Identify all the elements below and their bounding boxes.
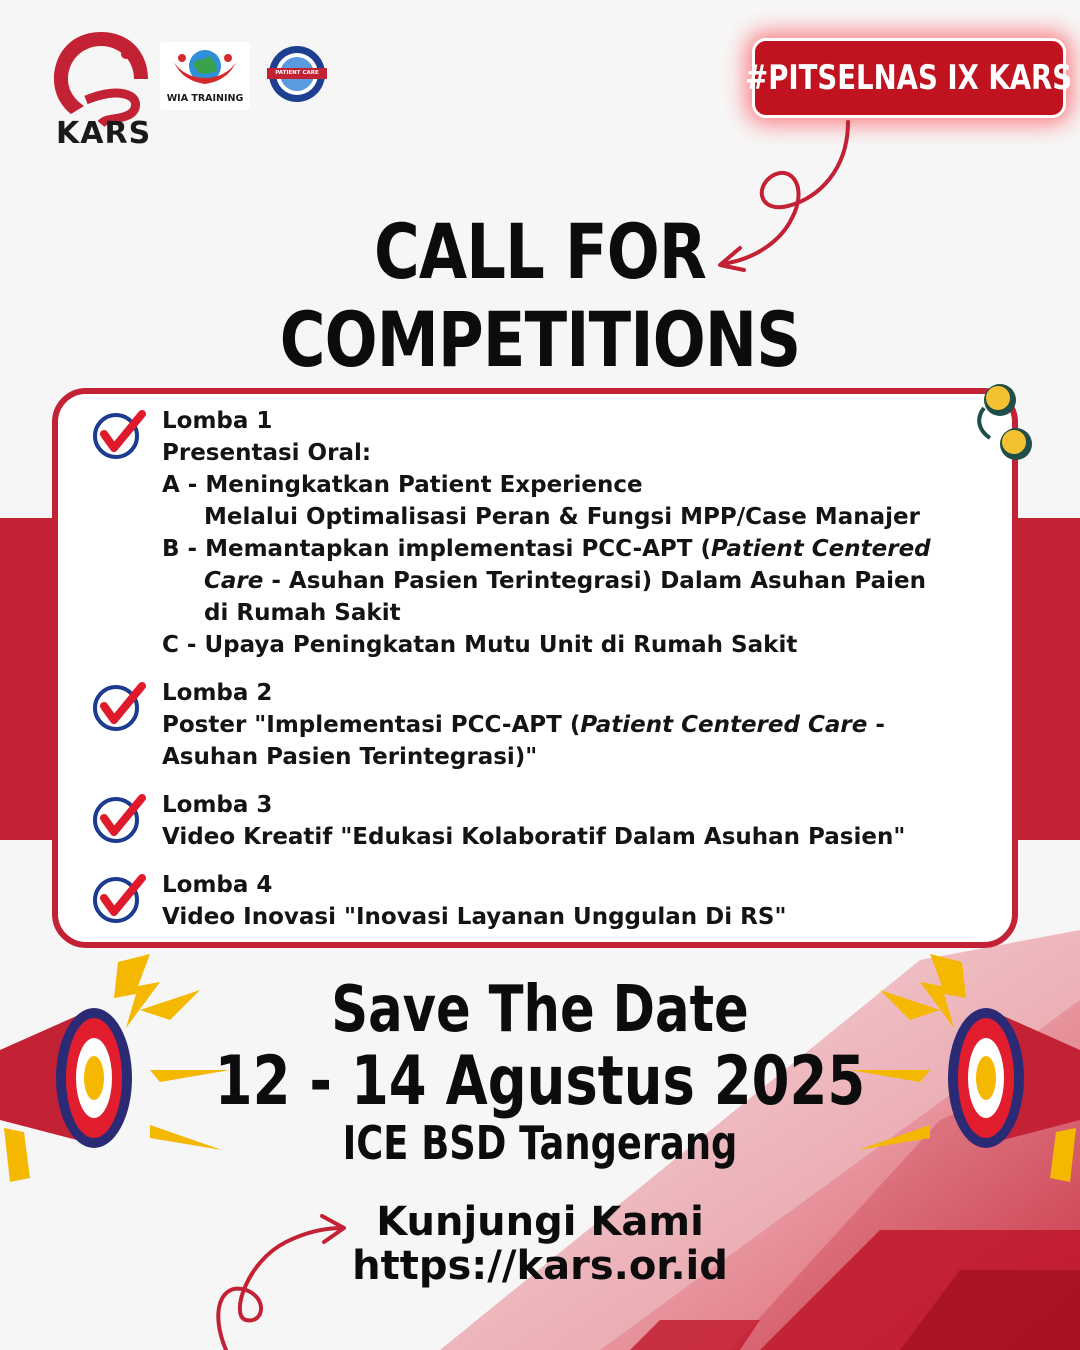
lomba-1-b-line-2 (162, 565, 931, 597)
event-venue: ICE BSD Tangerang (342, 1116, 738, 1170)
lomba-2-suffix: - (867, 712, 885, 738)
lomba-3-block (162, 789, 905, 853)
check-icon (92, 870, 150, 928)
lomba-1-b-line-1 (162, 533, 931, 565)
lomba-2-prefix: Poster "Implementasi PCC-APT ( (162, 712, 581, 738)
lomba-1-block (162, 405, 931, 661)
lomba-2-title: Lomba 2 (162, 680, 273, 706)
title-line-1: CALL FOR (373, 207, 707, 296)
lomba-3-title: Lomba 3 (162, 792, 273, 818)
lomba-1-title: Lomba 1 (162, 408, 273, 434)
lomba-1-subtitle: Presentasi Oral: (162, 440, 372, 466)
check-icon (92, 678, 150, 736)
hashtag-text: #PITSELNAS IX KARS (745, 58, 1073, 98)
lomba-1-b-prefix: B - Memantapkan implementasi PCC-APT ( (162, 536, 712, 562)
patient-care-logo (263, 44, 333, 106)
lomba-1-c-line: C - Upaya Peningkatan Mutu Unit di Rumah Sakit (162, 632, 798, 658)
wia-training-logo (160, 42, 250, 110)
save-the-date: Save The Date (331, 973, 749, 1047)
lomba-3-line-1: Video Kreatif "Edukasi Kolaboratif Dalam Asuhan Pasien" (162, 824, 906, 850)
lomba-2-italic: Patient Centered Care (580, 712, 868, 738)
lomba-2-line-2: Asuhan Pasien Terintegrasi)" (162, 744, 538, 770)
visit-url[interactable]: https://kars.or.id (352, 1243, 728, 1289)
lomba-2-line-1 (162, 709, 885, 741)
lomba-1-b-italic-1: Patient Centered (711, 536, 931, 562)
lomba-1-a-line-1: A - Meningkatkan Patient Experience (162, 472, 643, 498)
kars-logo-label: KARS (56, 116, 152, 151)
lomba-1-b-italic-2: Care (204, 568, 264, 594)
lomba-1-b-line-2-rest: - Asuhan Pasien Terintegrasi) Dalam Asuhan Paien (263, 568, 926, 594)
lomba-4-block (162, 869, 786, 933)
lomba-1-b-line-3: di Rumah Sakit (204, 600, 401, 626)
lomba-4-line-1: Video Inovasi "Inovasi Layanan Unggulan Di RS" (162, 904, 787, 930)
patient-care-label: PATIENT CARE (275, 70, 319, 76)
visit-label: Kunjungi Kami (376, 1199, 704, 1245)
lomba-1-a-line-2: Melalui Optimalisasi Peran & Fungsi MPP/Case Manajer (204, 504, 920, 530)
event-dates: 12 - 14 Agustus 2025 (214, 1042, 866, 1121)
hashtag-badge (745, 38, 1073, 118)
title-line-2: COMPETITIONS (279, 295, 801, 384)
globe-icon (160, 42, 250, 94)
lomba-4-title: Lomba 4 (162, 872, 273, 898)
wia-training-label: WIA TRAINING (166, 93, 244, 104)
check-icon (92, 406, 150, 464)
curly-arrow-bottom-icon (206, 1212, 356, 1350)
lomba-2-block (162, 677, 885, 773)
binder-rings-icon (974, 378, 1044, 478)
check-icon (92, 790, 150, 848)
